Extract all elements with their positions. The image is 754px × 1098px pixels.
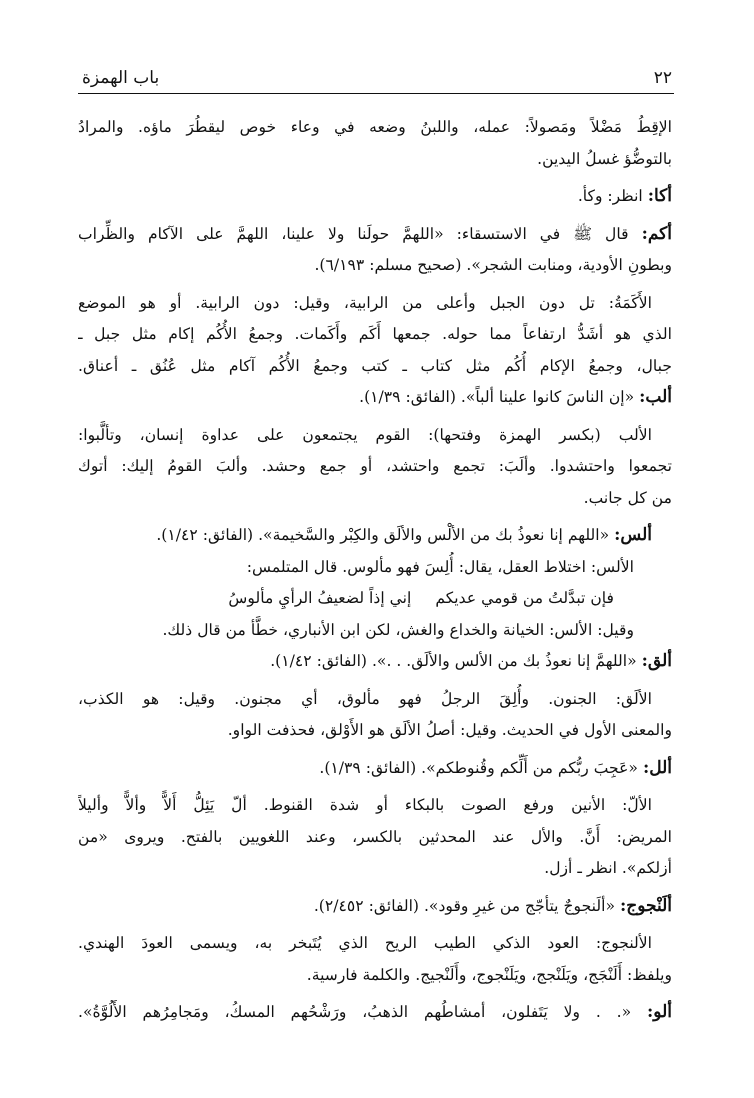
text-line: أزلكم». انظر ـ أزل. [544, 859, 672, 877]
headword: ألل: [642, 757, 672, 778]
page-number: ٢٢ [653, 68, 672, 88]
dictionary-body [78, 112, 672, 1029]
text-line: الألنجوج: العود الذكي الطيب الريح الذي يُتَبخر به، ويسمى العودَ الهندي. [78, 934, 652, 952]
headword: ألَنْجوج: [619, 895, 672, 916]
headword: ألق: [641, 651, 672, 671]
page-header [82, 60, 672, 88]
text-line: وبطونِ الأودية، ومنابت الشجر». (صحيح مسلم: ٦/١٩٣). [314, 256, 672, 274]
headword: ألو: [647, 1002, 672, 1022]
verse-second-hemistich: إني إذاً لضعيفُ الرأيِ مألوسُ [228, 589, 412, 607]
header-rule [78, 93, 674, 94]
text-line: من كل جانب. [583, 488, 672, 507]
entry-heading-line: ألس: «اللهم إنا نعوذُ بك من الألْس والألَق والكِبْر والسَّخيمة». (الفائق: ١/٤٢). [156, 525, 652, 545]
entry-heading-line: أكم: قال ﷺ في الاستسقاء: «اللهمَّ حولَنا ولا علينا، اللهمَّ على الآكام والظِّراب [78, 223, 672, 244]
text-line: الألّ: الأنين ورفع الصوت بالبكاء أو شدة القنوط. ألّ يَئِلُّ أَلاًّ وألاًّ وأليلاً [78, 796, 652, 814]
text-line: وقيل: الألس: الخيانة والخداع والغش، لكن ابن الأنباري، خطَّأ من قال ذلك. [162, 620, 634, 639]
entry-heading-line: ألو: «. . ولا يَتَفلون، أمشاطُهم الذهبُ، ورَشْحُهم المسكُ، ومَجامِرُهم الأَلُوَّةُ». [78, 1002, 672, 1022]
text-line: بالتوضُّؤ غسلُ اليدين. [537, 149, 672, 168]
text-line: الذي هو أشَدُّ ارتفاعاً مما حوله. جمعها أَكَم وأَكَمات. وجمعُ الأُكُم إكام مثل جبل ـ [78, 325, 672, 343]
text-line: والمعنى الأول في الحديث. وقيل: أصلُ الألَق هو الأَوْلق، فحذفت الواو. [227, 721, 672, 739]
headword: ألس: [614, 525, 652, 545]
verse-first-hemistich: فإن تبدَّلتُ من قومي عديكم [435, 589, 614, 607]
headword: ألب: [639, 387, 672, 407]
headword: أكم: [641, 223, 672, 244]
entry-heading-line: أكا: انظر: وكأ. [577, 186, 672, 206]
entry-heading-line: ألَنْجوج: «ألَنجوجٌ يتأجّج من غيرِ وقود». (الفائق: ٢/٤٥٢). [313, 895, 672, 916]
section-title: باب الهمزة [82, 68, 160, 88]
text-line: الأَكَمَةُ: تل دون الجبل وأعلى من الرابية، وقيل: دون الرابية. أو هو الموضع [78, 293, 652, 312]
text-line: جبال، وجمعُ الإكام أُكُم مثل كتاب ـ كتب وجمعُ الأُكُم آكام مثل عُنُق ـ أعناق. [78, 356, 672, 375]
entry-heading-line: ألق: «اللهمَّ إنا نعوذُ بك من الألس والألَق. . .». (الفائق: ١/٤٢). [270, 651, 672, 671]
text-line: ويلفظ: أَلَنْجَج، ويَلَنْجج، ويَلَنْجوج، وأَلَنْجيج. والكلمة فارسية. [306, 965, 672, 984]
headword: أكا: [647, 186, 672, 206]
entry-heading-line: ألب: «إن الناسَ كانوا علينا ألباً». (الفائق: ١/٣٩). [359, 387, 672, 407]
text-line: الإقِطُ مَضْلاً ومَصولاً: عمله، واللبنُ وضعه في وعاء خوص ليقطُرَ ماؤه. والمرادُ [78, 118, 672, 136]
poetry-verse [78, 583, 672, 615]
text-line: الألب (بكسر الهمزة وفتحها): القوم يجتمعون على عداوة إنسان، وتألَّبوا: [78, 425, 652, 444]
text-line: الألس: اختلاط العقل، يقال: أُلِسَ فهو مألوس. قال المتلمس: [246, 557, 634, 576]
text-line: المريض: أَنَّ. والأل عند المحدثين بالكسر، وعند اللغويين بالفتح. ويروى «من [78, 827, 672, 846]
text-line: الألَق: الجنون. وأُلِقَ الرجلُ فهو مألوق، أي مجنون. وقيل: هو الكذب، [78, 689, 652, 708]
text-line: تجمعوا واحتشدوا. وألَبَ: تجمع واحتشد، أو جمع وحشد. وألبَ القومُ إليك: أتوك [78, 457, 672, 475]
entry-heading-line: ألل: «عَجِبَ ربُّكم من أَلِّكم وقُنوطكم». (الفائق: ١/٣٩). [319, 757, 672, 778]
